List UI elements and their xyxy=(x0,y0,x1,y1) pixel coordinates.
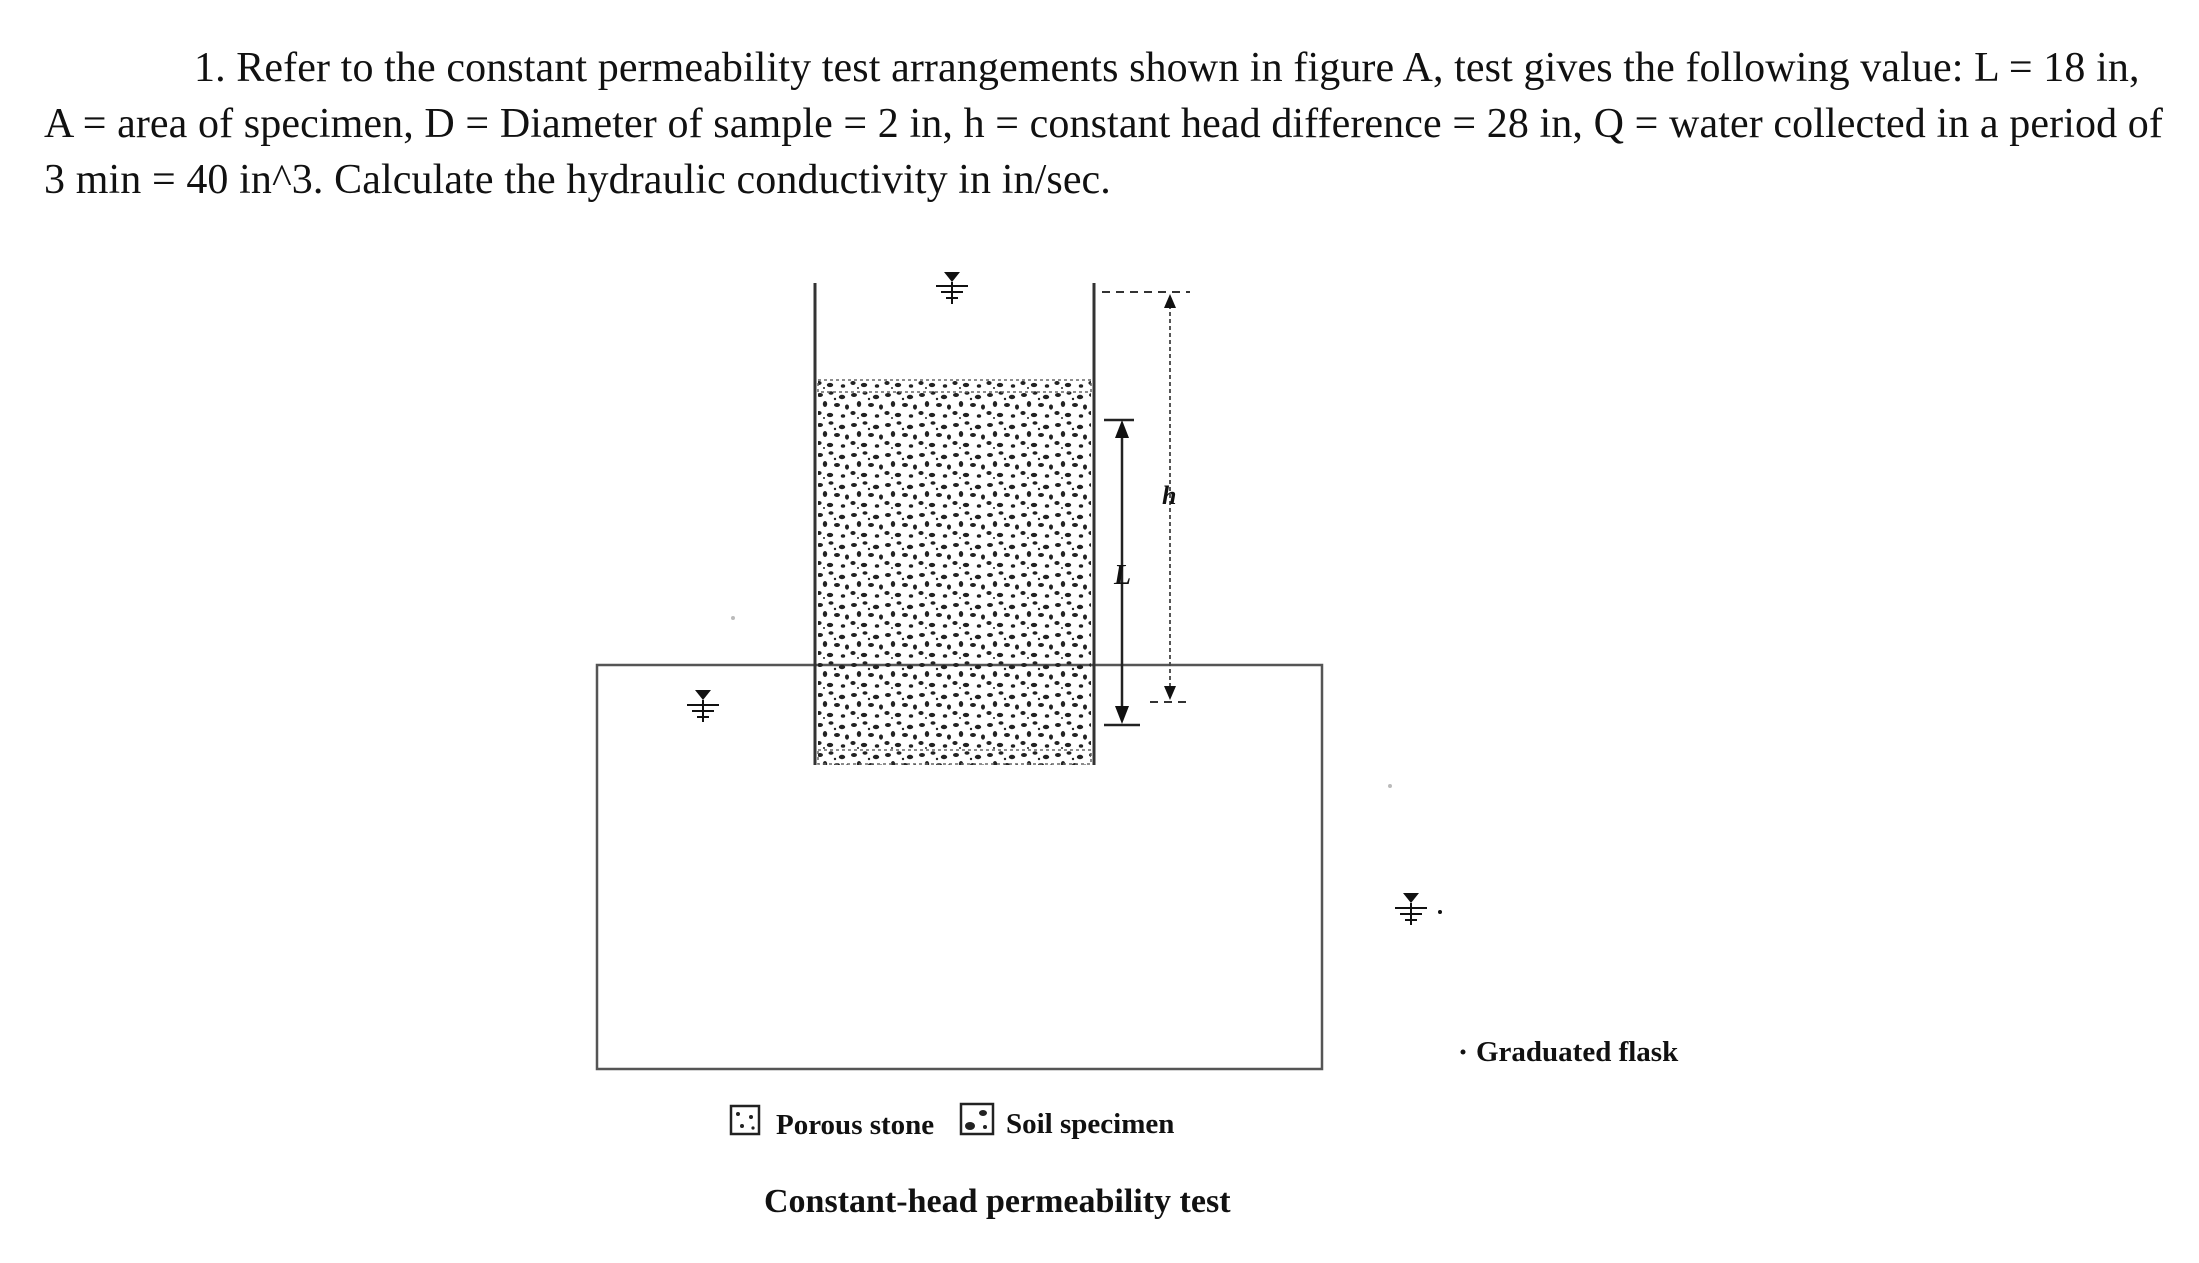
water-level-triangle-icon xyxy=(936,272,968,304)
head-dimension xyxy=(1102,292,1192,702)
figure-caption: Constant-head permeability test xyxy=(764,1183,1231,1220)
soil-specimen-legend-icon xyxy=(961,1104,993,1134)
water-level-triangle-icon xyxy=(1395,893,1442,925)
porous-stone-label: Porous stone xyxy=(776,1109,935,1141)
water-level-triangle-icon xyxy=(687,690,719,722)
problem-statement: 1. Refer to the constant permeability test arrangements shown in figure A, test gives the following value: L = 18 in, A = area of specimen, D = Diameter of sample = 2 in, h = constant head difference = 28 in, Q = water collected in a period of 3 min = 40 in^3. Calculate the hydraulic conductivity in in/sec. xyxy=(44,45,2163,203)
head-label: h xyxy=(1162,481,1177,510)
graduated-flask-label: Graduated flask xyxy=(1476,1036,1679,1068)
length-label: L xyxy=(1114,560,1132,591)
soil-specimen-label: Soil specimen xyxy=(1006,1108,1175,1140)
soil-specimen xyxy=(818,380,1091,765)
porous-stone-legend-icon xyxy=(731,1106,759,1134)
